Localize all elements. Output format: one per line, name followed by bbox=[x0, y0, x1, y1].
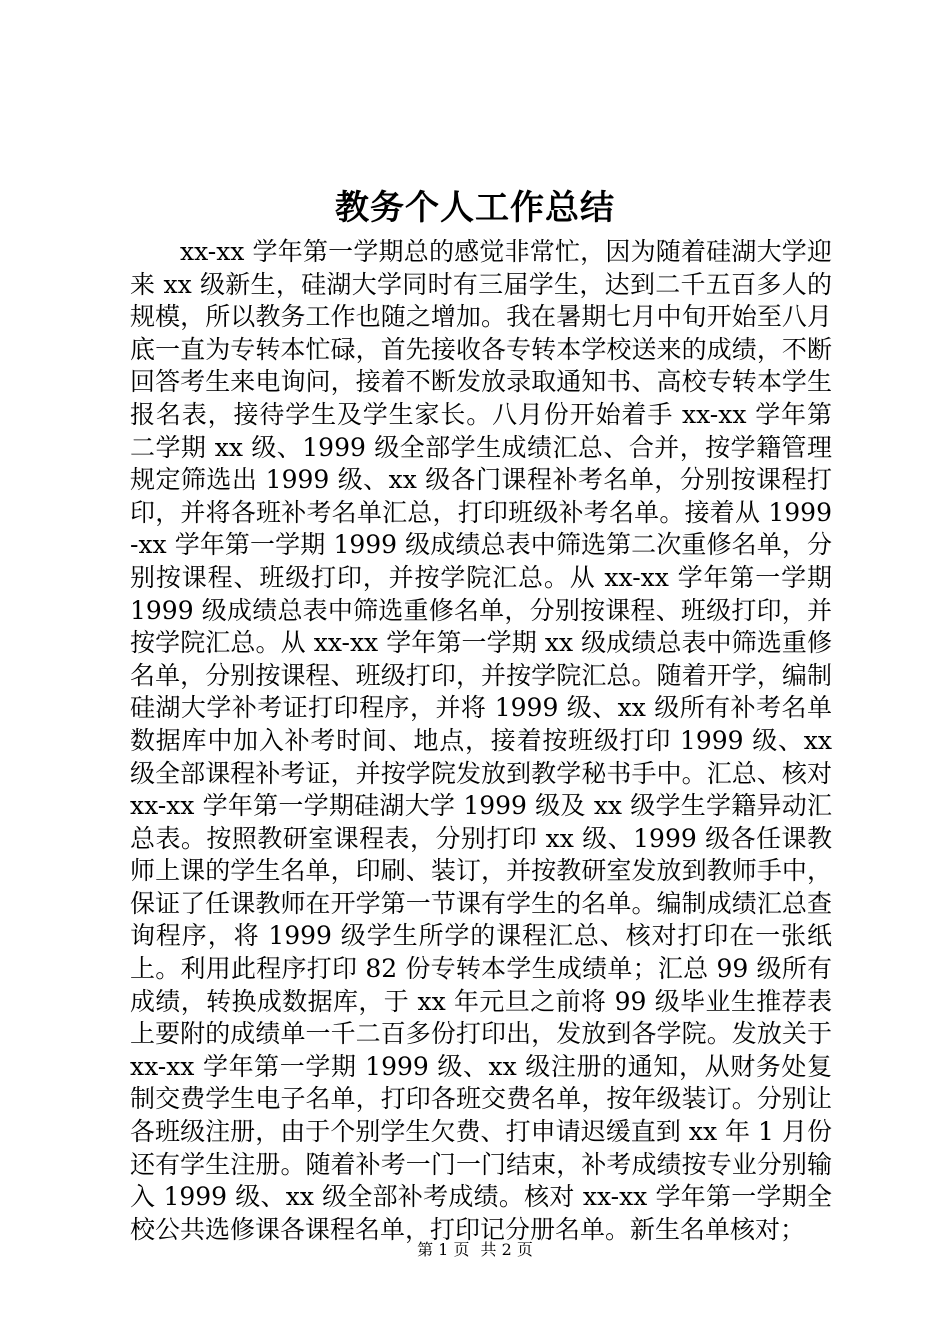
page-number-current: 第 1 页 bbox=[417, 1240, 470, 1259]
document-title: 教务个人工作总结 bbox=[335, 188, 615, 228]
page-number-total: 共 2 页 bbox=[480, 1240, 533, 1259]
document-body: xx-xx 学年第一学期总的感觉非常忙，因为随着硅湖大学迎来 xx 级新生，硅湖大学同时有三届学生，达到二千五百多人的规模，所以教务工作也随之增加。我在暑期七月中旬开始至八月底一直为专转本忙碌，首先接收各专转本学校送来的成绩，不断回答考生来电询问，接着不断发放录取通知书、高校专转本学生报名表，接待学生及学生家长。八月份开始着手 xx-xx 学年第二学期 xx 级、1999 级全部学生成绩汇总、合并，按学籍管理规定筛选出 1999 级、xx 级各门课程补考名单，分别按课程打印，并将各班补考名单汇总，打印班级补考名单。接着从 1999-xx 学年第一学期 1999 级成绩总表中筛选第二次重修名单，分别按课程、班级打印，并按学院汇总。从 xx-xx 学年第一学期 1999 级成绩总表中筛选重修名单，分别按课程、班级打印，并按学院汇总。从 xx-xx 学年第一学期 xx 级成绩总表中筛选重修名单，分别按课程、班级打印，并按学院汇总。随着开学，编制硅湖大学补考证打印程序，并将 1999 级、xx 级所有补考名单数据库中加入补考时间、地点，接着按班级打印 1999 级、xx 级全部课程补考证，并按学院发放到教学秘书手中。汇总、核对 xx-xx 学年第一学期硅湖大学 1999 级及 xx 级学生学籍异动汇总表。按照教研室课程表，分别打印 xx 级、1999 级各任课教师上课的学生名单，印刷、装订，并按教研室发放到教师手中，保证了任课教师在开学第一节课有学生的名单。编制成绩汇总查询程序，将 1999 级学生所学的课程汇总、核对打印在一张纸上。利用此程序打印 82 份专转本学生成绩单；汇总 99 级所有成绩，转换成数据库，于 xx 年元旦之前将 99 级毕业生推荐表上要附的成绩单一千二百多份打印出，发放到各学院。发放关于 xx-xx 学年第一学期 1999 级、xx 级注册的通知，从财务处复制交费学生电子名单，打印各班交费名单，按年级装订。分别让各班级注册，由于个别学生欠费、打申请迟缓直到 xx 年 1 月份还有学生注册。随着补考一门一门结束，补考成绩按专业分别输入 1999 级、xx 级全部补考成绩。核对 xx-xx 学年第一学期全校公共选修课各课程名单，打印记分册名单。新生名单核对； bbox=[130, 237, 832, 1244]
page-footer bbox=[0, 1238, 950, 1262]
